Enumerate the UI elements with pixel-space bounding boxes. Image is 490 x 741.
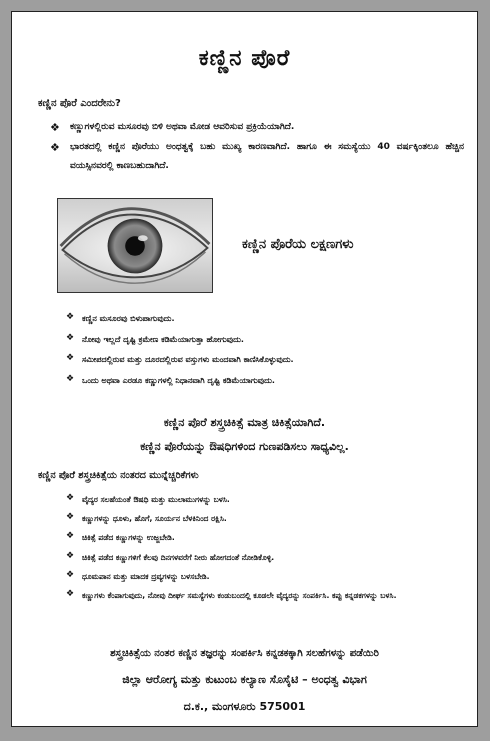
- symptom-item: [66, 311, 456, 326]
- precaution-text: ವೈದ್ಯರ ಸಲಹೆಯಂತೆ ಔಷಧಿ ಮತ್ತು ಮುಲಾಮುಗಳನ್ನು ಬಳಸಿ.: [82, 495, 230, 504]
- symptoms-heading: ಕಣ್ಣಿನ ಪೊರೆಯ ಲಕ್ಷಣಗಳು: [242, 237, 354, 252]
- precaution-text: ಚಿಕಿತ್ಸೆ ಪಡೆದ ಕಣ್ಣುಗಳಿಗೆ ಕೆಲವು ದಿನಗಳವರೆಗೆ ನೀರು ಹೋಗದಂತೆ ನೋಡಿಕೊಳ್ಳಿ.: [82, 552, 275, 562]
- symptom-text: ಕಣ್ಣಿನ ಮಸೂರವು ಬಿಳುಪಾಗುವುದು.: [82, 314, 175, 323]
- poster-page: [11, 11, 478, 727]
- precaution-item: [66, 569, 466, 585]
- footer-advice: ಶಸ್ತ್ರಚಿಕಿತ್ಸೆಯ ನಂತರ ಕಣ್ಣಿನ ತಜ್ಞರನ್ನು ಸಂಪರ್ಕಿಸಿ ಕನ್ನಡಕಕ್ಕಾಗಿ ಸಲಹೆಗಳನ್ನು ಪಡೆಯಿರಿ: [110, 648, 379, 659]
- symptom-item: [66, 352, 456, 367]
- definition-text: ಭಾರತದಲ್ಲಿ ಕಣ್ಣಿನ ಪೊರೆಯು ಅಂಧತ್ವಕ್ಕೆ ಬಹು ಮುಖ್ಯ ಕಾರಣವಾಗಿದೆ. ಹಾಗೂ ಈ ಸಮಸ್ಯೆಯು 40 ವರ್ಷಕ್ಕಿಂತಲೂ ಹೆಚ್ಚಿನ ವಯಸ್ಸಿನವರಲ್ಲಿ ಕಾಣಬಹುದಾಗಿದೆ.: [70, 142, 464, 171]
- diamond-bullet-icon: ❖: [66, 373, 75, 384]
- symptom-item: [66, 373, 456, 388]
- diamond-bullet-icon: ❖: [66, 332, 75, 343]
- diamond-bullet-icon: ❖: [66, 512, 75, 523]
- precaution-text: ಧೂಮಪಾನ ಮತ್ತು ಮಾದಕ ದ್ರವ್ಯಗಳನ್ನು ಬಳಸಬೇಡಿ.: [82, 571, 210, 581]
- poster-title: ಕಣ್ಣಿನ ಪೊರೆ: [198, 46, 291, 71]
- diamond-bullet-icon: ❖: [50, 121, 60, 134]
- diamond-bullet-icon: ❖: [66, 493, 75, 503]
- diamond-bullet-icon: ❖: [66, 312, 75, 322]
- surgery-statement: ಕಣ್ಣಿನ ಪೊರೆ ಶಸ್ತ್ರಚಿಕಿತ್ಸೆ ಮಾತ್ರ ಚಿಕಿತ್ಸೆಯಾಗಿದೆ.: [163, 416, 326, 429]
- definition-item: [50, 138, 464, 176]
- symptom-text: ನೋವು ಇಲ್ಲದೆ ದೃಷ್ಟಿ ಕ್ರಮೇಣ ಕಡಿಮೆಯಾಗುತ್ತಾ ಹೋಗುವುದು.: [82, 334, 244, 344]
- medicine-statement: ಕಣ್ಣಿನ ಪೊರೆಯನ್ನು ಔಷಧಿಗಳಿಂದ ಗುಣಪಡಿಸಲು ಸಾಧ್ಯವಿಲ್ಲ.: [140, 440, 349, 453]
- diamond-bullet-icon: ❖: [66, 353, 75, 364]
- diamond-bullet-icon: ❖: [50, 141, 60, 154]
- precaution-text: ಕಣ್ಣುಗಳು ಕೆಂಪಾಗುವುದು, ನೋವು ದೀರ್ಘ ಸಮಸ್ಯೆಗಳು ಕಂಡುಬಂದಲ್ಲಿ ಕೂಡಲೇ ವೈದ್ಯರನ್ನು ಸಂಪರ್ಕಿಸಿ. ಕಪ್ಪು ಕನ್ನಡಕಗಳನ್ನು ಬಳಸಿ.: [82, 590, 397, 600]
- precaution-item: [66, 511, 466, 527]
- precaution-item: [66, 550, 466, 566]
- precaution-text: ಕಣ್ಣುಗಳನ್ನು ಧೂಳು, ಹೊಗೆ, ಸೂರ್ಯನ ಬೆಳಕಿನಿಂದ ರಕ್ಷಿಸಿ.: [82, 514, 227, 524]
- diamond-bullet-icon: ❖: [66, 569, 75, 580]
- precaution-text: ಚಿಕಿತ್ಸೆ ಪಡೆದ ಕಣ್ಣುಗಳನ್ನು ಉಜ್ಜಬೇಡಿ.: [82, 533, 175, 543]
- symptom-item: [66, 332, 456, 347]
- precautions-list: [66, 492, 466, 606]
- precautions-heading: ಕಣ್ಣಿನ ಪೊರೆ ಶಸ್ತ್ರಚಿಕಿತ್ಸೆಯ ನಂತರದ ಮುನ್ನೆಚ್ಚರಿಕೆಗಳು: [38, 470, 199, 481]
- footer-organization: ಜಿಲ್ಲಾ ಆರೋಗ್ಯ ಮತ್ತು ಕುಟುಂಬ ಕಲ್ಯಾಣ ಸೊಸೈಟಿ – ಅಂಧತ್ವ ವಿಭಾಗ: [122, 673, 367, 686]
- precaution-item: [66, 588, 466, 603]
- precaution-item: [66, 530, 466, 546]
- definition-question: ಕಣ್ಣಿನ ಪೊರೆ ಎಂದರೇನು?: [38, 98, 121, 109]
- diamond-bullet-icon: ❖: [66, 550, 75, 561]
- diamond-bullet-icon: ❖: [66, 531, 75, 542]
- diamond-bullet-icon: ❖: [66, 588, 75, 599]
- definition-list: [50, 118, 464, 176]
- eye-photo: [57, 198, 213, 293]
- symptom-text: ಒಂದು ಅಥವಾ ಎರಡೂ ಕಣ್ಣುಗಳಲ್ಲಿ ನಿಧಾನವಾಗಿ ದೃಷ್ಟಿ ಕಡಿಮೆಯಾಗುವುದು.: [82, 375, 275, 385]
- eye-illustration: [58, 199, 212, 292]
- footer-address: ದ.ಕ., ಮಂಗಳೂರು 575001: [183, 700, 306, 713]
- precaution-item: [66, 492, 466, 508]
- definition-text: ಕಣ್ಣುಗಳಲ್ಲಿರುವ ಮಸೂರವು ಬಿಳಿ ಅಥವಾ ಮೋಡ ಆವರಿಸುವ ಪ್ರಕ್ರಿಯೆಯಾಗಿದೆ.: [70, 122, 295, 132]
- symptoms-list: [66, 311, 456, 393]
- symptom-text: ಸಮೀಪದಲ್ಲಿರುವ ಮತ್ತು ದೂರದಲ್ಲಿರುವ ವಸ್ತುಗಳು ಮಂದವಾಗಿ ಕಾಣಿಸಿಕೊಳ್ಳುವುದು.: [82, 355, 294, 365]
- definition-item: [50, 118, 464, 137]
